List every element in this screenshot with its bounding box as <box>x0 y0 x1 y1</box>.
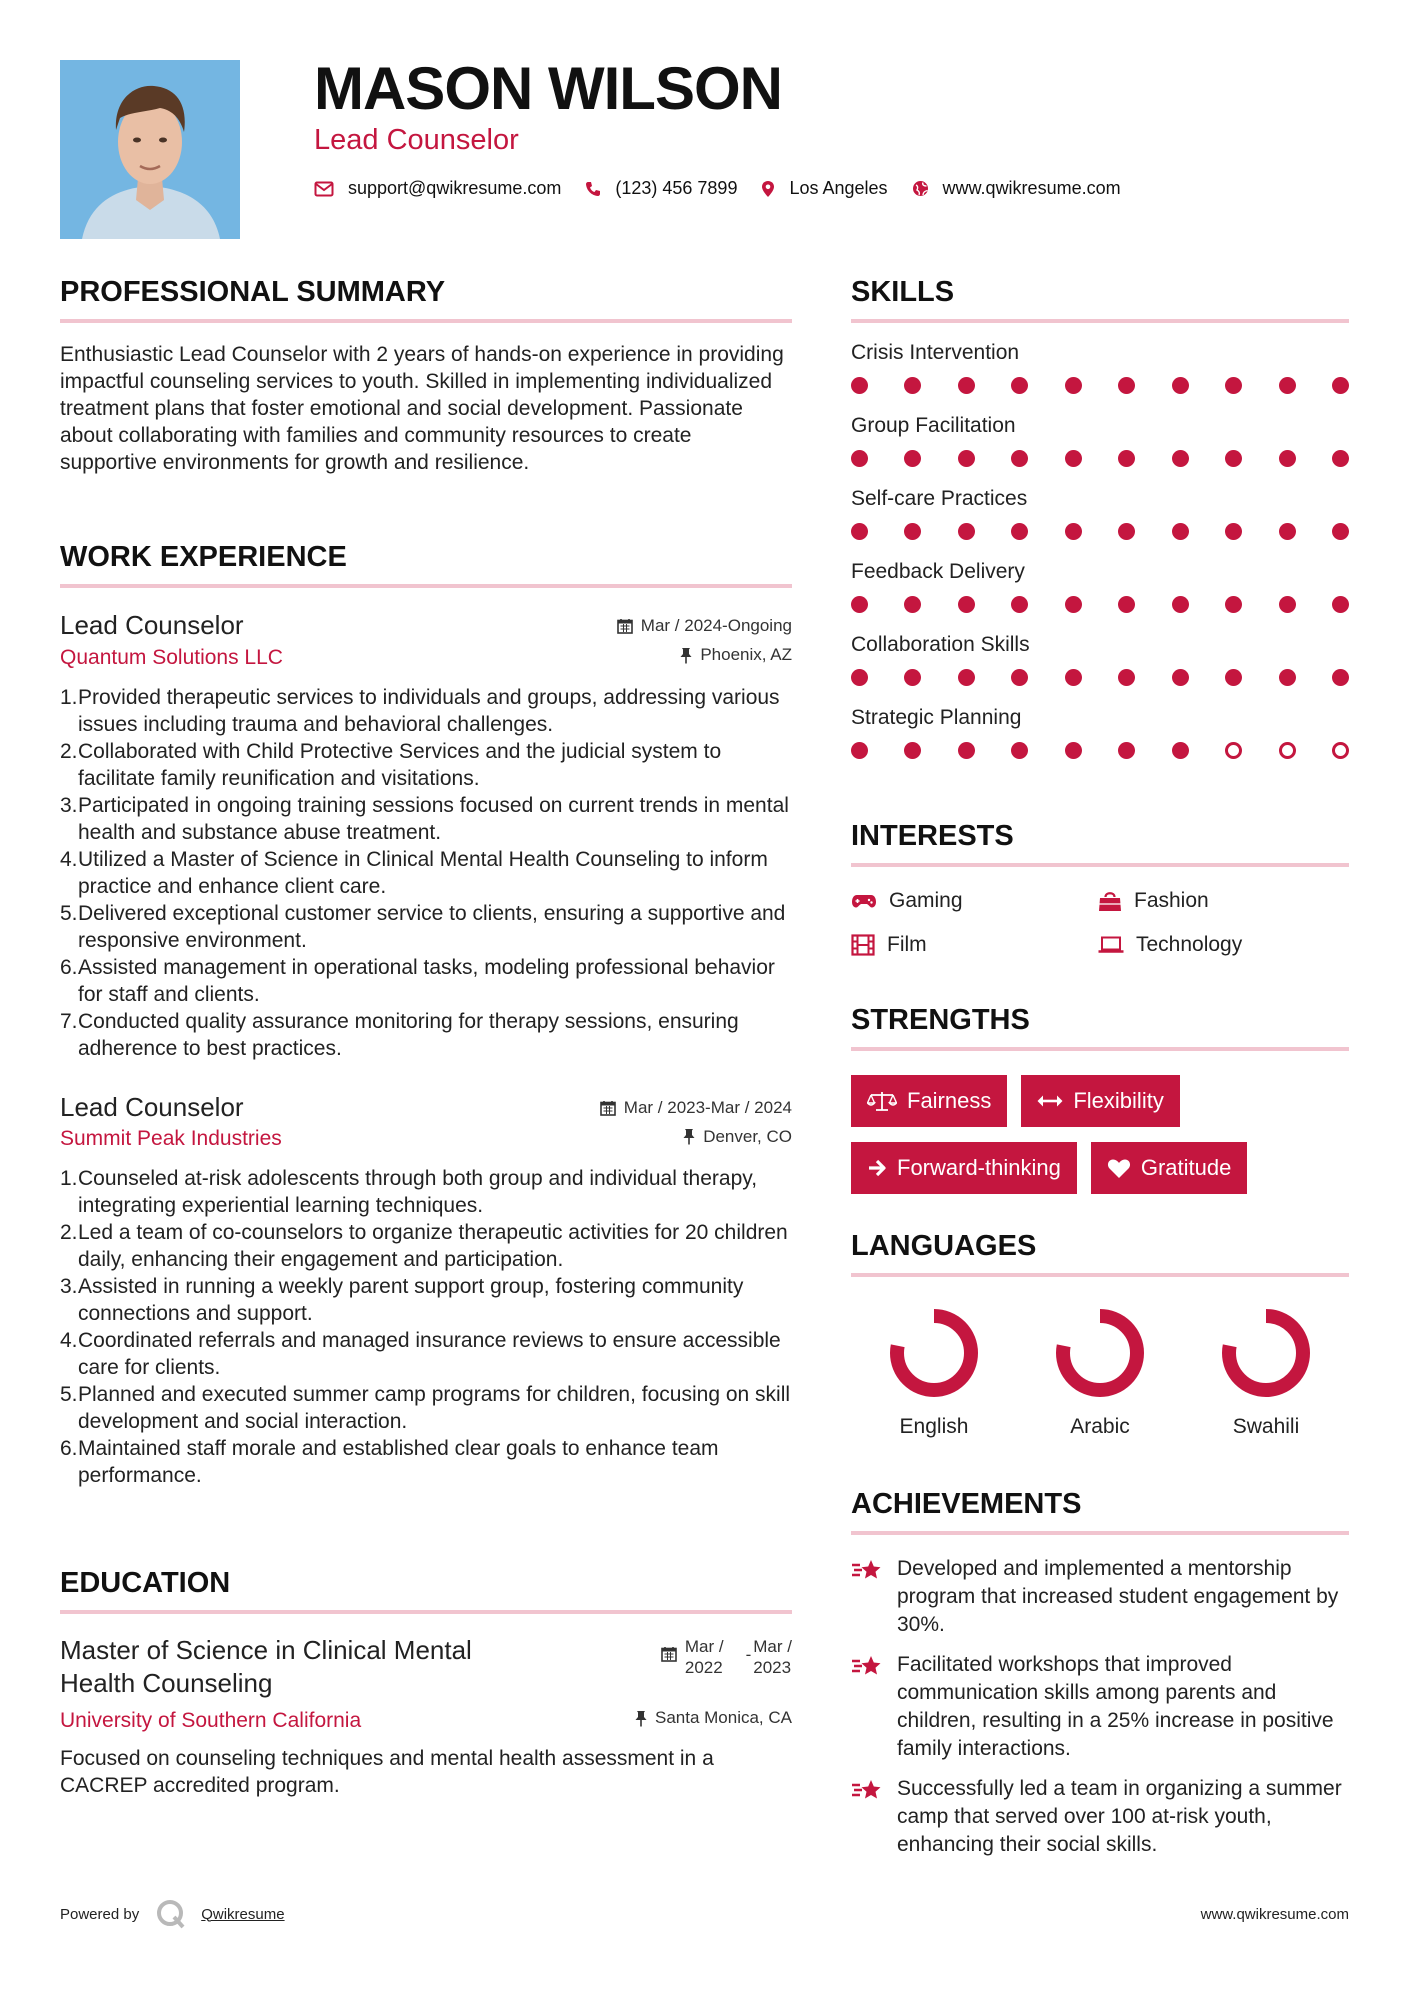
rating-dot-filled <box>1332 669 1349 686</box>
strength-chip: Forward-thinking <box>851 1142 1077 1194</box>
rating-dot-empty <box>1279 742 1296 759</box>
languages-section <box>851 1230 1349 1439</box>
skill-name: Self-care Practices <box>851 487 1028 510</box>
shooting-star-icon <box>851 1653 883 1681</box>
shopping-bag-icon <box>1098 890 1122 912</box>
skills-list <box>851 341 1349 759</box>
job-date: Mar / 2023-Mar / 2024 <box>600 1098 792 1118</box>
website-text: www.qwikresume.com <box>942 178 1121 198</box>
calendar-icon <box>600 1100 616 1116</box>
rating-dot-filled <box>958 523 975 540</box>
map-pin-icon <box>761 180 775 198</box>
rating-dot-filled <box>1065 377 1082 394</box>
language-name: Swahili <box>1232 1415 1300 1438</box>
rating-dot-filled <box>1065 742 1082 759</box>
language-item <box>1017 1303 1183 1439</box>
list-item: 5. Planned and executed summer camp programs for children, focusing on skill development and social interaction. <box>60 1383 791 1433</box>
skill-name: Collaboration Skills <box>851 633 1030 656</box>
pushpin-icon <box>680 647 692 664</box>
education-date <box>661 1636 792 1678</box>
arrow-right-icon <box>867 1158 887 1178</box>
location-text: Los Angeles <box>789 178 888 198</box>
rating-dot-filled <box>958 596 975 613</box>
professional-summary-section <box>60 276 792 476</box>
job-bullets <box>60 684 792 1062</box>
rating-dot-filled <box>904 742 921 759</box>
rating-dot-filled <box>1225 596 1242 613</box>
end-month: Mar / <box>753 1637 792 1656</box>
proficiency-arc <box>897 1316 971 1390</box>
rating-dot-filled <box>1118 523 1135 540</box>
degree-title: Master of Science in Clinical Mental Health Counseling <box>60 1635 472 1698</box>
laptop-icon <box>1098 936 1124 954</box>
rating-dot-filled <box>904 377 921 394</box>
rating-dot-filled <box>1011 450 1028 467</box>
skill-rating <box>851 742 1349 759</box>
language-proficiency-ring <box>1050 1303 1150 1403</box>
list-item: 4. Utilized a Master of Science in Clinical Mental Health Counseling to inform practice and enhance client care. <box>60 847 768 898</box>
strength-chip: Fairness <box>851 1075 1007 1127</box>
brand-link[interactable]: Qwikresume <box>201 1905 285 1923</box>
rating-dot-filled <box>1118 742 1135 759</box>
rating-dot-filled <box>904 523 921 540</box>
achievement-item: Developed and implemented a mentorship program that increased student engagement by 30%. <box>851 1555 1349 1639</box>
rating-dot-filled <box>1011 596 1028 613</box>
contact-location <box>761 178 887 199</box>
skills-section <box>851 276 1349 779</box>
phone-icon <box>585 181 601 197</box>
list-item: 4. Coordinated referrals and managed insurance reviews to ensure accessible care for clients. <box>60 1329 781 1379</box>
achievements-section <box>851 1488 1349 1871</box>
rating-dot-filled <box>851 523 868 540</box>
job-title: Lead Counselor <box>60 1091 244 1122</box>
start-month: Mar / <box>684 1637 724 1656</box>
language-item <box>851 1303 1017 1439</box>
rating-dot-filled <box>1172 377 1189 394</box>
rating-dot-filled <box>1011 523 1028 540</box>
rating-dot-filled <box>958 742 975 759</box>
job-entry <box>60 1092 792 1490</box>
rating-dot-filled <box>1172 669 1189 686</box>
skill-rating <box>851 377 1349 394</box>
education-heading: EDUCATION <box>60 1567 792 1614</box>
email-text: support@qwikresume.com <box>348 178 562 198</box>
rating-dot-empty <box>1332 742 1349 759</box>
rating-dot-filled <box>958 669 975 686</box>
language-name: English <box>899 1415 969 1438</box>
rating-dot-filled <box>1332 450 1349 467</box>
list-item: 2. Collaborated with Child Protective Services and the judicial system to facilitate family reunification and visitations. <box>60 739 722 790</box>
rating-dot-filled <box>958 450 975 467</box>
job-entry <box>60 610 792 1062</box>
rating-dot-filled <box>1172 523 1189 540</box>
pushpin-icon <box>683 1128 695 1145</box>
languages-list <box>851 1303 1349 1439</box>
rating-dot-filled <box>958 377 975 394</box>
end-year: 2023 <box>753 1658 792 1677</box>
rating-dot-filled <box>1118 450 1135 467</box>
footer-powered-by <box>60 1898 285 1930</box>
interest-item: Fashion <box>1098 889 1345 913</box>
rating-dot-filled <box>1172 450 1189 467</box>
rating-dot-filled <box>904 669 921 686</box>
shooting-star-icon <box>851 1777 883 1805</box>
rating-dot-filled <box>1332 523 1349 540</box>
rating-dot-filled <box>851 742 868 759</box>
interest-item: Technology <box>1098 933 1345 957</box>
proficiency-arc <box>1229 1316 1303 1390</box>
rating-dot-filled <box>1279 669 1296 686</box>
achievements-heading: ACHIEVEMENTS <box>851 1488 1349 1535</box>
rating-dot-filled <box>1279 450 1296 467</box>
job-location: Phoenix, AZ <box>680 645 792 665</box>
summary-heading: PROFESSIONAL SUMMARY <box>60 276 792 323</box>
footer-website[interactable]: www.qwikresume.com <box>1200 1906 1349 1923</box>
rating-dot-filled <box>904 450 921 467</box>
rating-dot-filled <box>1279 523 1296 540</box>
job-company: Summit Peak Industries <box>60 1127 282 1150</box>
strengths-heading: STRENGTHS <box>851 1004 1349 1051</box>
rating-dot-filled <box>1225 377 1242 394</box>
achievement-item: Facilitated workshops that improved communication skills among parents and children, resulting in a 25% increase in positive family interactions. <box>851 1651 1349 1763</box>
calendar-icon <box>617 618 633 634</box>
rating-dot-filled <box>1118 669 1135 686</box>
profile-photo <box>60 60 240 239</box>
qwikresume-logo-icon <box>155 1898 187 1930</box>
skill-rating <box>851 596 1349 613</box>
rating-dot-filled <box>1225 523 1242 540</box>
list-item: 3. Assisted in running a weekly parent support group, fostering community connections and support. <box>60 1275 744 1325</box>
rating-dot-empty <box>1225 742 1242 759</box>
job-date: Mar / 2024-Ongoing <box>617 616 792 636</box>
rating-dot-filled <box>1065 596 1082 613</box>
skill-name: Crisis Intervention <box>851 341 1020 364</box>
skill-rating <box>851 450 1349 467</box>
rating-dot-filled <box>904 596 921 613</box>
list-item: 1. Provided therapeutic services to individuals and groups, addressing various issues including trauma and behavioral challenges. <box>60 685 780 736</box>
list-item: 2. Led a team of co-counselors to organize therapeutic activities for 20 children daily, enhancing their engagement and participation. <box>60 1221 788 1271</box>
work-experience-section <box>60 541 792 1489</box>
start-year: 2022 <box>684 1658 723 1677</box>
contact-bar <box>314 178 1145 199</box>
interest-item: Gaming <box>851 889 1098 913</box>
rating-dot-filled <box>1011 669 1028 686</box>
skill-name: Feedback Delivery <box>851 560 1025 583</box>
skill-name: Group Facilitation <box>851 414 1016 437</box>
skill-name: Strategic Planning <box>851 706 1022 729</box>
phone-text: (123) 456 7899 <box>615 178 738 198</box>
powered-by-label: Powered by <box>60 1905 140 1923</box>
work-experience-heading: WORK EXPERIENCE <box>60 541 792 588</box>
language-item <box>1183 1303 1349 1439</box>
rating-dot-filled <box>851 596 868 613</box>
contact-phone[interactable] <box>585 178 737 199</box>
rating-dot-filled <box>1332 377 1349 394</box>
rating-dot-filled <box>851 450 868 467</box>
candidate-name: MASON WILSON <box>314 55 782 122</box>
list-item: 3. Participated in ongoing training sessions focused on current trends in mental health and substance abuse treatment. <box>60 793 789 844</box>
language-proficiency-ring <box>1216 1303 1316 1403</box>
rating-dot-filled <box>1118 377 1135 394</box>
interests-heading: INTERESTS <box>851 820 1349 867</box>
rating-dot-filled <box>1225 450 1242 467</box>
pushpin-icon <box>635 1710 647 1727</box>
achievement-item: Successfully led a team in organizing a summer camp that served over 100 at-risk youth, enhancing their social skills. <box>851 1775 1349 1859</box>
skills-heading: SKILLS <box>851 276 1349 323</box>
date-separator: - <box>745 1645 752 1664</box>
interest-item: Film <box>851 933 1098 957</box>
interests-section <box>851 820 1349 957</box>
job-title: Lead Counselor <box>60 610 244 640</box>
rating-dot-filled <box>1065 450 1082 467</box>
school-location: Santa Monica, CA <box>635 1708 792 1728</box>
rating-dot-filled <box>851 377 868 394</box>
rating-dot-filled <box>1225 669 1242 686</box>
rating-dot-filled <box>1279 596 1296 613</box>
summary-text: Enthusiastic Lead Counselor with 2 years of hands-on experience in providing impactful counseling services to youth. Skilled in implementing individualized treatment plans that foster emotional and social development. Passionate about collaborating with families and community resources to create supportive environments for growth and resilience. <box>60 343 784 474</box>
job-company: Quantum Solutions LLC <box>60 645 283 669</box>
shooting-star-icon <box>851 1557 883 1585</box>
strength-chip: Flexibility <box>1021 1075 1179 1127</box>
balance-scale-icon <box>867 1090 897 1112</box>
rating-dot-filled <box>1011 377 1028 394</box>
job-bullets <box>60 1165 792 1489</box>
gamepad-icon <box>851 893 877 909</box>
rating-dot-filled <box>1065 669 1082 686</box>
rating-dot-filled <box>1332 596 1349 613</box>
rating-dot-filled <box>1172 596 1189 613</box>
strengths-section <box>851 1004 1349 1209</box>
rating-dot-filled <box>1065 523 1082 540</box>
strength-chip: Gratitude <box>1091 1142 1248 1194</box>
arrows-horizontal-icon <box>1037 1094 1063 1108</box>
languages-heading: LANGUAGES <box>851 1230 1349 1277</box>
rating-dot-filled <box>851 669 868 686</box>
list-item: 1. Counseled at-risk adolescents through both group and individual therapy, integrating experiential learning techniques. <box>60 1167 758 1217</box>
rating-dot-filled <box>1118 596 1135 613</box>
rating-dot-filled <box>1279 377 1296 394</box>
contact-email[interactable] <box>314 178 561 199</box>
job-location: Denver, CO <box>683 1127 792 1147</box>
list-item: 5. Delivered exceptional customer service to clients, ensuring a supportive and responsive environment. <box>60 901 786 952</box>
education-section <box>60 1567 792 1799</box>
language-name: Arabic <box>1070 1415 1130 1438</box>
heart-icon <box>1107 1158 1131 1179</box>
calendar-icon <box>661 1646 677 1662</box>
proficiency-arc <box>1063 1316 1137 1390</box>
rating-dot-filled <box>1011 742 1028 759</box>
envelope-icon <box>314 181 334 197</box>
education-description: Focused on counseling techniques and mental health assessment in a CACREP accredited program. <box>60 1746 714 1797</box>
rating-dot-filled <box>1172 742 1189 759</box>
list-item: 6. Assisted management in operational tasks, modeling professional behavior for staff and clients. <box>60 955 775 1006</box>
school-name: University of Southern California <box>60 1708 362 1732</box>
skill-rating <box>851 669 1349 686</box>
language-proficiency-ring <box>884 1303 984 1403</box>
film-icon <box>851 934 875 956</box>
globe-icon <box>912 180 929 197</box>
list-item: 6. Maintained staff morale and established clear goals to enhance team performance. <box>60 1437 719 1487</box>
list-item: 7. Conducted quality assurance monitoring for therapy sessions, ensuring adherence to best practices. <box>60 1009 739 1060</box>
skill-rating <box>851 523 1349 540</box>
candidate-title: Lead Counselor <box>314 124 519 156</box>
contact-website[interactable] <box>912 178 1121 199</box>
